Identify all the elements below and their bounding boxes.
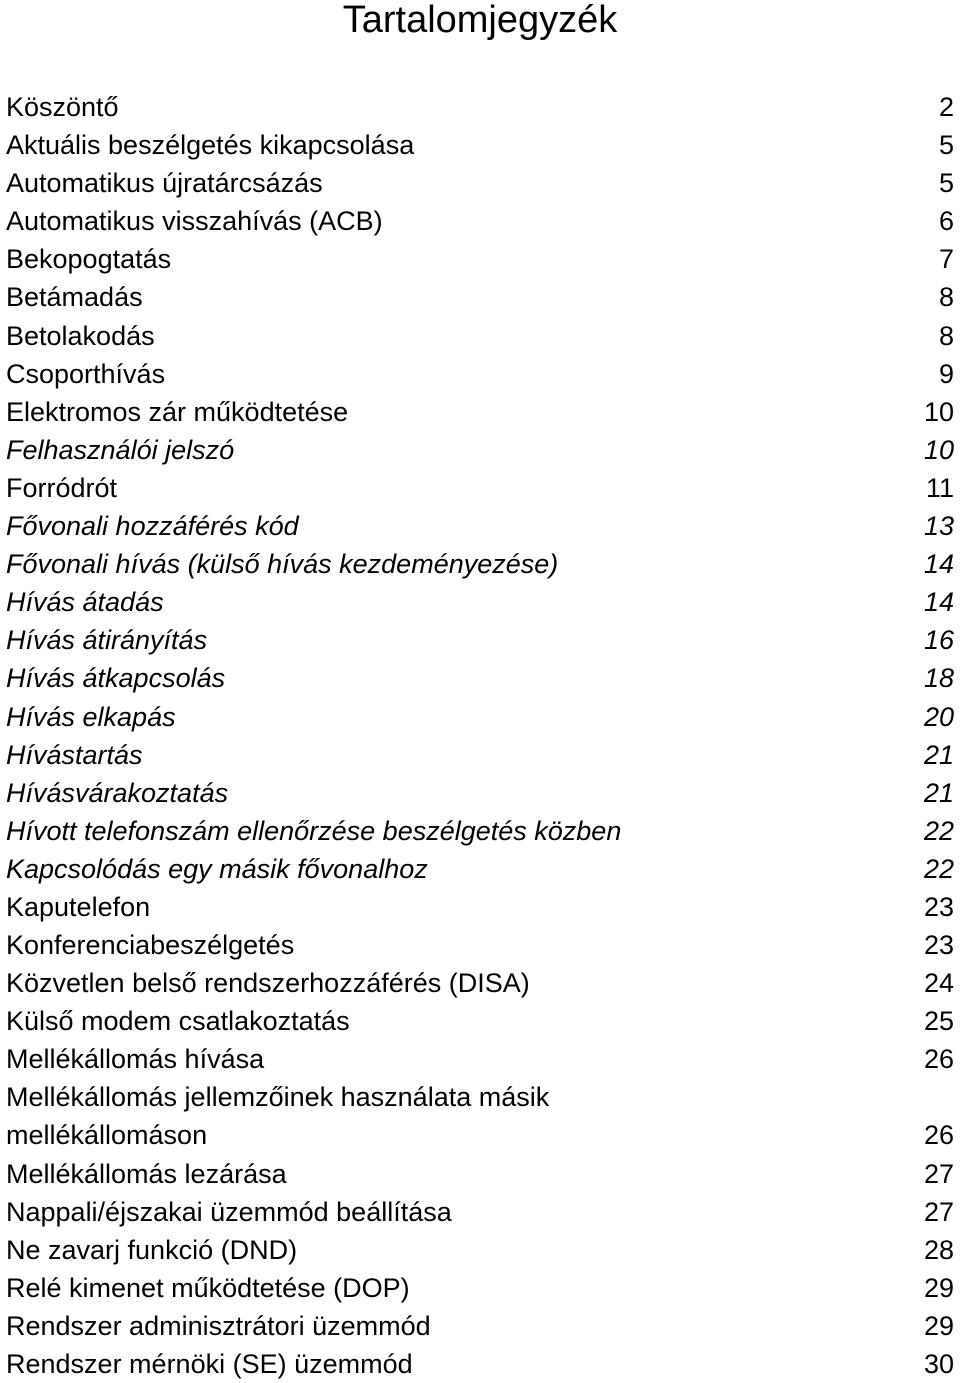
dot-leader bbox=[354, 1027, 920, 1028]
toc-entry[interactable] bbox=[6, 355, 954, 393]
toc-entry-label: Fővonali hívás (külső hívás kezdeményezése) bbox=[6, 549, 559, 580]
toc-entry-page: 29 bbox=[923, 1272, 954, 1303]
toc-entry[interactable] bbox=[6, 469, 954, 507]
toc-entry-label: Betámadás bbox=[6, 282, 143, 313]
toc-entry[interactable] bbox=[6, 583, 954, 621]
toc-entry[interactable] bbox=[6, 202, 954, 240]
toc-entry-page: 20 bbox=[923, 701, 954, 732]
toc-entry-page: 9 bbox=[938, 358, 954, 389]
toc-entry[interactable] bbox=[6, 1269, 954, 1307]
dot-leader bbox=[238, 456, 920, 457]
toc-entry-page: 8 bbox=[938, 320, 954, 351]
toc-entry-label: Hívástartás bbox=[6, 739, 143, 770]
toc-entry-page: 14 bbox=[923, 549, 954, 580]
toc-entry-label: Közvetlen belső rendszerhozzáférés (DISA) bbox=[6, 968, 530, 999]
toc-entry-label: Forródrót bbox=[6, 472, 118, 503]
toc-entry-label: Hívás átirányítás bbox=[6, 625, 208, 656]
toc-entry[interactable] bbox=[6, 278, 954, 316]
toc-entry-label: Mellékállomás hívása bbox=[6, 1044, 265, 1075]
dot-leader bbox=[175, 265, 935, 266]
toc-entry-page: 28 bbox=[923, 1234, 954, 1265]
toc-entry-label: Konferenciabeszélgetés bbox=[6, 930, 295, 961]
toc-entry-label: Kapcsolódás egy másik fővonalhoz bbox=[6, 853, 428, 884]
dot-leader bbox=[562, 570, 920, 571]
dot-leader bbox=[387, 227, 935, 228]
dot-leader bbox=[211, 1141, 920, 1142]
dot-leader bbox=[432, 875, 920, 876]
dot-leader bbox=[159, 342, 935, 343]
toc-entry-page: 29 bbox=[923, 1311, 954, 1341]
toc-entry-page: 27 bbox=[923, 1196, 954, 1227]
toc-entry[interactable] bbox=[6, 698, 954, 736]
toc-entry[interactable] bbox=[6, 659, 954, 697]
toc-entry-page: 11 bbox=[925, 472, 954, 503]
toc-entry[interactable] bbox=[6, 1002, 954, 1040]
toc-entry-page: 16 bbox=[923, 625, 954, 656]
toc-entry-page: 13 bbox=[923, 511, 954, 542]
dot-leader bbox=[534, 989, 920, 990]
toc-entry[interactable] bbox=[6, 545, 954, 583]
toc-entry[interactable] bbox=[6, 507, 954, 545]
toc-entry-page: 25 bbox=[923, 1006, 954, 1037]
toc-entry-label: Fővonali hozzáférés kód bbox=[6, 511, 299, 542]
toc-entry-page: 2 bbox=[938, 92, 954, 122]
toc-entry-label: Nappali/éjszakai üzemmód beállítása bbox=[6, 1196, 452, 1227]
toc-entry-page: 26 bbox=[923, 1120, 954, 1151]
toc-entry-label: Automatikus visszahívás (ACB) bbox=[6, 206, 383, 237]
toc-entry-page: 24 bbox=[923, 968, 954, 999]
toc-list bbox=[6, 88, 954, 1383]
toc-entry-label: Hívásvárakoztatás bbox=[6, 777, 229, 808]
toc-entry-page: 18 bbox=[923, 663, 954, 694]
toc-entry[interactable] bbox=[6, 393, 954, 431]
toc-entry[interactable] bbox=[6, 126, 954, 164]
toc-entry[interactable] bbox=[6, 1040, 954, 1078]
toc-entry-page: 7 bbox=[938, 244, 954, 275]
toc-entry-label: Aktuális beszélgetés kikapcsolása bbox=[6, 130, 415, 161]
toc-entry-label: Betolakodás bbox=[6, 320, 155, 351]
dot-leader bbox=[169, 380, 935, 381]
toc-entry-label: Rendszer mérnöki (SE) üzemmód bbox=[6, 1349, 413, 1380]
toc-entry[interactable] bbox=[6, 812, 954, 850]
toc-entry-label: Külső modem csatlakoztatás bbox=[6, 1006, 350, 1037]
toc-entry-page: 26 bbox=[923, 1044, 954, 1075]
toc-entry-page: 23 bbox=[923, 930, 954, 961]
toc-entry-label: Hívás átadás bbox=[6, 587, 164, 618]
toc-entry-label: Elektromos zár működtetése bbox=[6, 396, 349, 427]
toc-entry[interactable] bbox=[6, 621, 954, 659]
dot-leader bbox=[414, 1294, 920, 1295]
toc-entry-page: 21 bbox=[923, 739, 954, 770]
toc-entry-label: Ne zavarj funkció (DND) bbox=[6, 1234, 298, 1265]
dot-leader bbox=[180, 723, 920, 724]
dot-leader bbox=[435, 1332, 920, 1333]
toc-entry-label: Bekopogtatás bbox=[6, 244, 172, 275]
dot-leader bbox=[268, 1065, 920, 1066]
dot-leader bbox=[168, 608, 920, 609]
toc-entry[interactable] bbox=[6, 926, 954, 964]
toc-entry-page: 22 bbox=[923, 853, 954, 884]
dot-leader bbox=[327, 189, 935, 190]
toc-entry[interactable] bbox=[6, 964, 954, 1002]
dot-leader bbox=[291, 1180, 920, 1181]
toc-entry-label: Automatikus újratárcsázás bbox=[6, 168, 323, 199]
toc-entry[interactable] bbox=[6, 774, 954, 812]
toc-entry-label: mellékállomáson bbox=[6, 1120, 208, 1151]
toc-entry-page: 30 bbox=[923, 1349, 954, 1380]
dot-leader bbox=[232, 799, 920, 800]
toc-entry-label: Köszöntő bbox=[6, 92, 119, 122]
toc-entry-label: Hívás átkapcsolás bbox=[6, 663, 226, 694]
toc-entry[interactable] bbox=[6, 1231, 954, 1269]
toc-entry-label-line1: Mellékállomás jellemzőinek használata másik bbox=[6, 1082, 550, 1113]
toc-entry-line2 bbox=[6, 1116, 954, 1154]
page-title: Tartalomjegyzék bbox=[342, 0, 618, 41]
dot-leader bbox=[121, 494, 922, 495]
toc-entry[interactable] bbox=[6, 736, 954, 774]
dot-leader bbox=[417, 1370, 920, 1371]
toc-entry-page: 5 bbox=[938, 168, 954, 199]
dot-leader bbox=[147, 761, 920, 762]
dot-leader bbox=[301, 1256, 920, 1257]
toc-entry[interactable] bbox=[6, 88, 954, 126]
toc-entry-page: 5 bbox=[938, 130, 954, 161]
toc-entry[interactable] bbox=[6, 317, 954, 355]
toc-entry[interactable] bbox=[6, 431, 954, 469]
toc-entry-label: Hívott telefonszám ellenőrzése beszélgetés közben bbox=[6, 815, 622, 846]
toc-entry[interactable] bbox=[6, 1307, 954, 1345]
toc-entry[interactable] bbox=[6, 1155, 954, 1193]
toc-entry-page: 22 bbox=[923, 815, 954, 846]
toc-entry-label: Felhasználói jelszó bbox=[6, 434, 235, 465]
toc-entry-page: 27 bbox=[923, 1158, 954, 1189]
toc-entry-label: Rendszer adminisztrátori üzemmód bbox=[6, 1311, 431, 1341]
toc-entry-label: Csoporthívás bbox=[6, 358, 166, 389]
toc-entry-page: 8 bbox=[938, 282, 954, 313]
dot-leader bbox=[123, 113, 935, 114]
toc-entry[interactable] bbox=[6, 1193, 954, 1231]
toc-entry-label: Relé kimenet működtetése (DOP) bbox=[6, 1272, 410, 1303]
dot-leader bbox=[298, 951, 920, 952]
dot-leader bbox=[352, 418, 920, 419]
toc-entry[interactable] bbox=[6, 164, 954, 202]
dot-leader bbox=[418, 151, 935, 152]
toc-entry[interactable] bbox=[6, 850, 954, 888]
toc-entry[interactable] bbox=[6, 1078, 954, 1154]
toc-entry-page: 21 bbox=[923, 777, 954, 808]
dot-leader bbox=[625, 837, 920, 838]
toc-entry-label: Mellékállomás lezárása bbox=[6, 1158, 287, 1189]
toc-entry-page: 10 bbox=[923, 396, 954, 427]
toc-entry-label: Kaputelefon bbox=[6, 891, 151, 922]
dot-leader bbox=[154, 913, 920, 914]
toc-entry-page: 23 bbox=[923, 891, 954, 922]
toc-entry[interactable] bbox=[6, 888, 954, 926]
dot-leader bbox=[456, 1218, 920, 1219]
toc-entry-page: 14 bbox=[923, 587, 954, 618]
dot-leader bbox=[229, 684, 920, 685]
toc-entry-page: 6 bbox=[938, 206, 954, 237]
dot-leader bbox=[303, 532, 920, 533]
toc-entry[interactable] bbox=[6, 240, 954, 278]
dot-leader bbox=[147, 303, 935, 304]
toc-entry-label: Hívás elkapás bbox=[6, 701, 176, 732]
toc-entry-page: 10 bbox=[923, 434, 954, 465]
dot-leader bbox=[211, 646, 920, 647]
toc-entry[interactable] bbox=[6, 1345, 954, 1383]
